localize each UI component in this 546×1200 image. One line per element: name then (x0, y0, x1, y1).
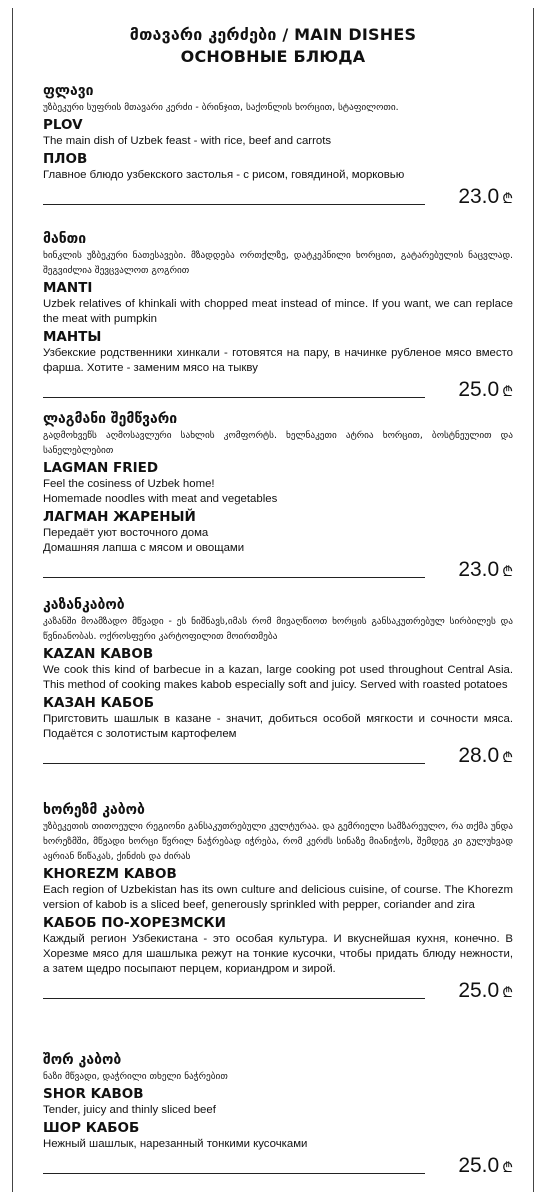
dish-title-en: KHOREZM KABOB (43, 866, 177, 882)
dish-desc-en: Each region of Uzbekistan has its own culture and delicious cuisine, of course. The Khorezm version of kabob is a sliced beef, generously sprinkled with pepper, coriander and zira (43, 884, 513, 911)
dish-title-ru: ПЛОВ (43, 151, 88, 167)
price-row (43, 1153, 513, 1179)
dish-title-ka: კაზანკაბობ (43, 597, 125, 613)
dish-title-ka: შორ კაბობ (43, 1052, 122, 1068)
dish-title-ka: მანთი (43, 231, 87, 247)
dish-desc-ka-line: უზბეკეთის თითოეული რეგიონი განსაკუთრებული კულტურაა. და გემრიელი სამზარეულო, რა თქმა უნდა (43, 821, 513, 832)
dish-title-en: SHOR KABOB (43, 1086, 144, 1102)
price-row (43, 978, 513, 1004)
price-value: 25.0 (458, 1154, 500, 1177)
lari-currency-icon: ₾ (502, 383, 513, 399)
dish-title-ru: МАНТЫ (43, 329, 102, 345)
section-title-ru: ОСНОВНЫЕ БЛЮДА (180, 47, 366, 66)
dish-desc-ru: Нежный шашлык, нарезанный тонкими кусочками (43, 1138, 308, 1150)
dish-title-en: PLOV (43, 117, 83, 133)
menu-header (0, 24, 546, 68)
lari-currency-icon: ₾ (502, 984, 513, 1000)
price-divider (43, 577, 425, 578)
dish-desc-en: Tender, juicy and thinly sliced beef (43, 1104, 216, 1116)
dish-desc-ka: ნაზი მწვადი, დაჭრილი თხელი ნაჭრებით (43, 1071, 228, 1082)
dish-desc-ka: კაზანში მოამზადო მწვადი - ეს ნიშნავს,იმას რომ მივაღწიოთ ხორცის განსაკუთრებულ სირბილეს და წვნიანობას. ოქროსფერი კარტოფილით მოირთმება (43, 616, 513, 642)
dish-title-ka: ხორეზმ კაბობ (43, 802, 145, 818)
dish-price (458, 743, 513, 770)
price-divider (43, 1173, 425, 1174)
dish-khorezm-kabob (43, 801, 513, 1004)
dish-title-en: LAGMAN FRIED (43, 460, 159, 476)
lari-currency-icon: ₾ (502, 190, 513, 206)
dish-title-en: MANTI (43, 280, 93, 296)
price-row (43, 377, 513, 403)
lari-currency-icon: ₾ (502, 1159, 513, 1175)
price-divider (43, 204, 425, 205)
dish-desc-ru: Узбекские родственники хинкали - готовятся на пару, в начинке рубленое мясо вместо фарша. Хотите - заменим мясо на тыкву (43, 347, 513, 374)
dish-lagman-fried (43, 410, 513, 583)
dish-price (458, 978, 513, 1005)
dish-title-ka: ლაგმანი შემწვარი (43, 411, 178, 427)
dish-kazan-kabob (43, 596, 513, 769)
price-value: 28.0 (458, 744, 500, 767)
dish-desc-en: The main dish of Uzbek feast - with rice, beef and carrots (43, 135, 332, 147)
dish-desc-ka: გადმოხვეწს აღმოსავლური სახლის კომფორტს. ხელნაკეთი ატრია ხორცით, ბოსტნეულით და სანელებლებით (43, 430, 513, 456)
price-value: 23.0 (458, 185, 500, 208)
price-divider (43, 998, 425, 999)
price-row (43, 557, 513, 583)
dish-title-ru: ЛАГМАН ЖАРЕНЫЙ (43, 509, 196, 525)
lari-currency-icon: ₾ (502, 563, 513, 579)
dish-desc-ka: უზბეკური სუფრის მთავარი კერძი - ბრინჯით, საქონლის ხორცით, სტაფილოთი. (43, 102, 399, 113)
dish-price (458, 1153, 513, 1180)
lari-currency-icon: ₾ (502, 749, 513, 765)
dish-price (458, 557, 513, 584)
dish-price (458, 377, 513, 404)
price-row (43, 743, 513, 769)
dish-desc-ka-line: ხორეზმში, მწვადი ხორცი წვრილ ნაჭრებად იჭრება, რომ კერძს სინაზე მიანიჭოს, შემდეგ კი გულუხვად აყრიან წიწაკას, ქინძის და ძირას (43, 836, 513, 862)
dish-desc-en: We cook this kind of barbecue in a kazan, large cooking pot used throughout Central Asia. This method of cooking makes kabob especially soft and juicy. Served with roasted potatoes (43, 664, 513, 691)
dish-desc-en: Uzbek relatives of khinkali with chopped meat instead of mince. If you want, we can replace the meat with pumpkin (43, 298, 513, 325)
price-value: 23.0 (458, 558, 500, 581)
dish-plov (43, 82, 513, 210)
dish-manti (43, 230, 513, 403)
price-value: 25.0 (458, 979, 500, 1002)
dish-title-ru: КАБОБ ПО-ХОРЕЗМСКИ (43, 915, 226, 931)
dish-desc-en-line: Feel the cosiness of Uzbek home! (43, 478, 215, 490)
dish-title-en: KAZAN KABOB (43, 646, 154, 662)
dish-desc-ru: Пригстовить шашлык в казане - значит, добиться особой мягкости и сочности мяса. Подаётся с золотистым картофелем (43, 713, 513, 740)
section-title: მთავარი კერძები / MAIN DISHES (129, 25, 417, 44)
dish-title-ka: ფლავი (43, 83, 94, 99)
dish-shor-kabob (43, 1051, 513, 1179)
price-divider (43, 397, 425, 398)
dish-price (458, 184, 513, 211)
dish-title-ru: КАЗАН КАБОБ (43, 695, 155, 711)
dish-desc-en-line: Homemade noodles with meat and vegetables (43, 493, 278, 505)
price-row (43, 184, 513, 210)
dish-desc-ka: ხინკლის უზბეკური ნათესავები. მზადდება ორთქლზე, დატკეპნილი ხორცით, გატარებულის ნაცვლად. შეგვიძლია შევცვალოთ გოგრით (43, 250, 513, 276)
dish-desc-ru: Каждый регион Узбекистана - это особая культура. И вкуснейшая кухня, конечно. В Хорезме мясо для шашлыка режут на тонкие кусочки, чтобы придать блюду нежности, а затем щедро посыпают перцем, кориандром и зирой. (43, 933, 513, 975)
dish-desc-ru: Главное блюдо узбекского застолья - с рисом, говядиной, морковью (43, 169, 405, 181)
dish-desc-ru-line: Домашняя лапша с мясом и овощами (43, 542, 245, 554)
price-divider (43, 763, 425, 764)
dish-desc-ru-line: Передаёт уют восточного дома (43, 527, 209, 539)
dish-title-ru: ШОР КАБОБ (43, 1120, 140, 1136)
price-value: 25.0 (458, 378, 500, 401)
